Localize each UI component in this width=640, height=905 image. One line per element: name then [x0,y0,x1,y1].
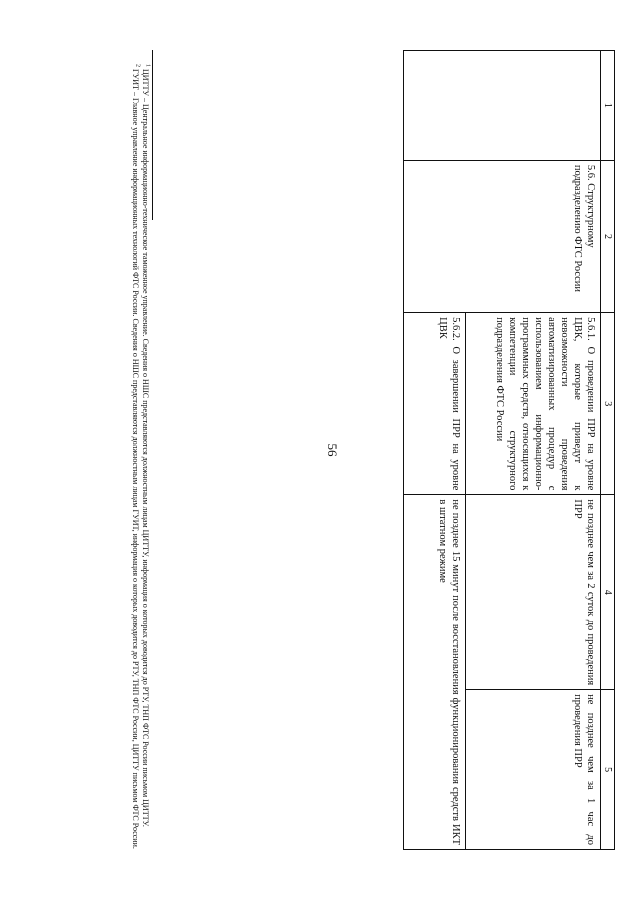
footnote-mark: 2 [134,64,141,67]
footnote [130,50,140,850]
table-header-row [601,51,615,850]
header-cell: 2 [601,160,615,312]
footnote [140,50,150,850]
header-cell: 5 [601,690,615,850]
page-number: 56 [325,443,340,457]
cell-deadline-primary: не позднее чем за 2 суток до проведения ПРР [466,495,601,690]
header-cell: 4 [601,495,615,690]
footnote-text: ГУИТ – Главное управление информационных технологий ФТС России. Сведения о НШС представляются должностным лицам ГУИТ, информация о которых доводится до РТУ, ТНП ФТС России, ЦИТТУ письмом ФТС России. [131,69,140,849]
footnote-divider [152,50,153,220]
landscape-content [55,50,615,850]
table-row [466,51,601,850]
footnote-text: ЦИТТУ – Центральное информационно-техническое таможенное управление. Сведения о НШС представляются должностным лицам ЦИТТУ, информация о которых доводится до РТУ, ТНП ФТС России письмом ЦИТТУ. [141,69,150,827]
cell-recipient: 5.6. Структурному подразделению ФТС России [404,160,601,312]
cell-col1 [404,51,601,161]
header-cell: 1 [601,51,615,161]
footnotes [130,50,153,850]
cell-deadline: не позднее 15 минут после восстановления функционирования средств ИКТ в штатном режиме [404,495,466,850]
cell-event: 5.6.1. О проведении ПРР на уровне ЦВК, которые приведут к невозможности проведения автоматизированных процедур с использованием информационно-программных средств, относящихся к компетенции структурного подразделения ФТС России [466,313,601,495]
footnote-mark: 1 [144,64,151,67]
header-cell: 3 [601,313,615,495]
requirements-table [403,50,615,850]
cell-event: 5.6.2. О завершении ПРР на уровне ЦВК [404,313,466,495]
cell-deadline-secondary: не позднее чем за 1 час до проведения ПРР [466,690,601,850]
